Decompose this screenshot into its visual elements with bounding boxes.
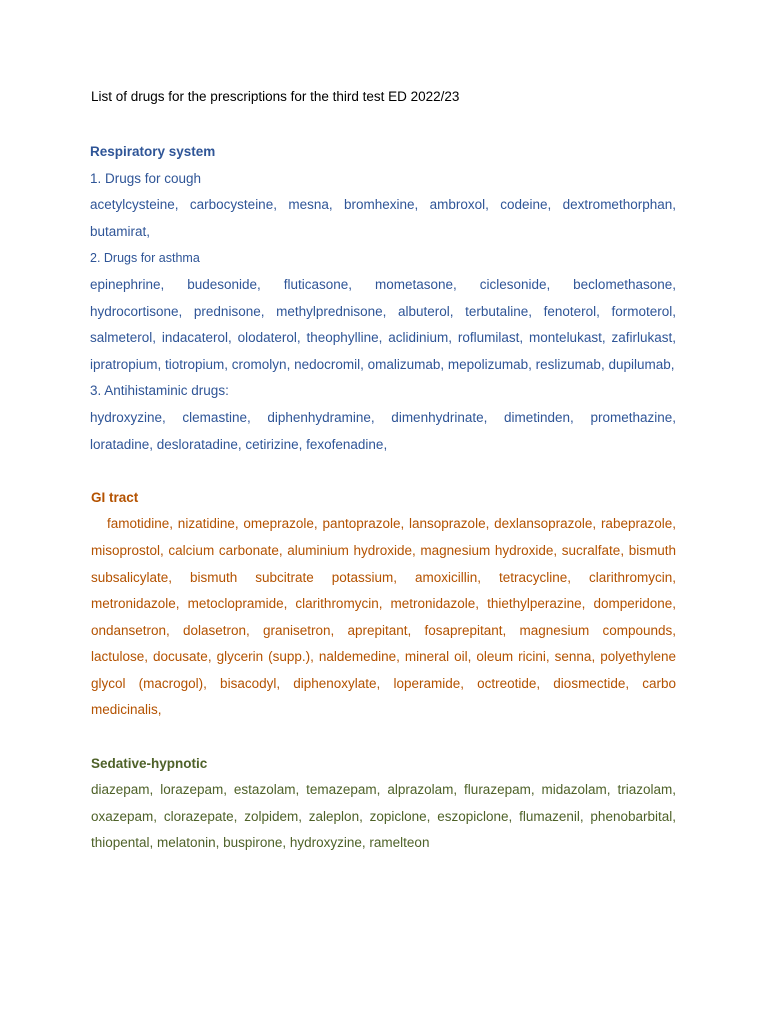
asthma-drug-list: epinephrine, budesonide, fluticasone, mometasone, ciclesonide, beclomethasone, hydrocortisone, prednisone, methylprednisone, albuterol, terbutaline, fenoterol, formoterol, salmeterol, indacaterol, olodaterol, theophylline, aclidinium, roflumilast, montelukast, zafirlukast, ipratropium, tiotropium, cromolyn, nedocromil, omalizumab, mepolizumab, reslizumab, dupilumab, bbox=[90, 276, 676, 372]
cough-heading: 1. Drugs for cough bbox=[90, 170, 202, 186]
document-title: List of drugs for the prescriptions for the third test ED 2022/23 bbox=[91, 89, 460, 104]
gi-heading: GI tract bbox=[91, 489, 139, 505]
document-page bbox=[91, 86, 676, 857]
asthma-heading: 2. Drugs for asthma bbox=[90, 251, 200, 266]
section-spacer bbox=[91, 458, 676, 485]
sedative-heading: Sedative-hypnotic bbox=[91, 755, 208, 771]
gi-section bbox=[91, 485, 676, 724]
cough-drug-list: acetylcysteine, carbocysteine, mesna, bromhexine, ambroxol, codeine, dextromethorphan, butamirat, bbox=[90, 197, 676, 239]
section-spacer bbox=[91, 724, 676, 751]
antihistamine-heading: 3. Antihistaminic drugs: bbox=[90, 383, 229, 399]
sedative-drug-list: diazepam, lorazepam, estazolam, temazepam, alprazolam, flurazepam, midazolam, triazolam, oxazepam, clorazepate, zolpidem, zaleplon, zopiclone, eszopiclone, flumazenil, phenobarbital, thiopental, melatonin, buspirone, hydroxyzine, ramelteon bbox=[91, 782, 676, 851]
sedative-section bbox=[91, 751, 676, 857]
antihistamine-drug-list: hydroxyzine, clemastine, diphenhydramine, dimenhydrinate, dimetinden, promethazine, loratadine, desloratadine, cetirizine, fexofenadine, bbox=[90, 409, 676, 452]
respiratory-heading: Respiratory system bbox=[90, 144, 216, 159]
respiratory-section bbox=[90, 139, 676, 458]
gi-drug-list: famotidine, nizatidine, omeprazole, pantoprazole, lansoprazole, dexlansoprazole, rabeprazole, misoprostol, calcium carbonate, aluminium hydroxide, magnesium hydroxide, sucralfate, bismuth subsalicylate, bismuth subcitrate potassium, amoxicillin, tetracycline, clarithromycin, metronidazole, metoclopramide, clarithromycin, metronidazole, thiethylperazine, domperidone, ondansetron, dolasetron, granisetron, aprepitant, fosaprepitant, magnesium compounds, lactulose, docusate, glycerin (supp.), naldemedine, mineral oil, oleum ricini, senna, polyethylene glycol (macrogol), bisacodyl, diphenoxylate, loperamide, octreotide, diosmectide, carbo medicinalis, bbox=[91, 516, 676, 718]
